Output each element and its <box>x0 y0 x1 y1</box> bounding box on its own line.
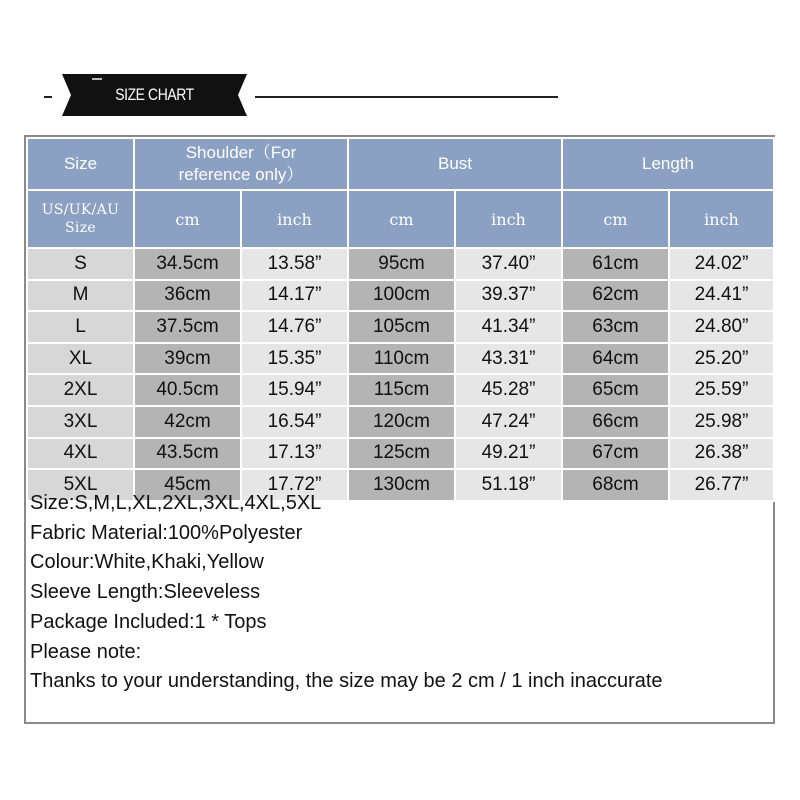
header-shoulder <box>134 138 348 190</box>
cell-shoulder-inch: 17.72” <box>241 469 348 501</box>
cell-length-inch: 24.41” <box>669 280 774 312</box>
cell-size: XL <box>27 343 134 375</box>
subheader-length-inch: inch <box>669 190 774 248</box>
cell-shoulder-inch: 16.54” <box>241 406 348 438</box>
cell-shoulder-inch: 14.17” <box>241 280 348 312</box>
subheader-length-cm: cm <box>562 190 669 248</box>
cell-length-inch: 24.80” <box>669 311 774 343</box>
cell-bust-inch: 41.34” <box>455 311 562 343</box>
banner-title: SIZE CHART <box>115 85 194 104</box>
table-row <box>27 406 774 438</box>
size-table <box>26 137 775 502</box>
cell-length-inch: 24.02” <box>669 248 774 280</box>
note-disclaimer: Thanks to your understanding, the size may be 2 cm / 1 inch inaccurate <box>30 670 663 693</box>
cell-shoulder-inch: 15.35” <box>241 343 348 375</box>
cell-bust-cm: 95cm <box>348 248 455 280</box>
subheader-region-size <box>27 190 134 248</box>
cell-shoulder-cm: 42cm <box>134 406 241 438</box>
cell-length-cm: 61cm <box>562 248 669 280</box>
cell-length-cm: 67cm <box>562 438 669 470</box>
cell-length-inch: 26.38” <box>669 438 774 470</box>
cell-size: 3XL <box>27 406 134 438</box>
size-chart-banner <box>0 70 800 120</box>
table-row <box>27 280 774 312</box>
table-subheader-row <box>27 190 774 248</box>
cell-bust-inch: 47.24” <box>455 406 562 438</box>
cell-bust-cm: 110cm <box>348 343 455 375</box>
product-notes <box>30 489 770 697</box>
cell-bust-inch: 51.18” <box>455 469 562 501</box>
cell-length-cm: 62cm <box>562 280 669 312</box>
cell-bust-inch: 37.40” <box>455 248 562 280</box>
cell-length-cm: 65cm <box>562 374 669 406</box>
cell-bust-inch: 39.37” <box>455 280 562 312</box>
cell-size: M <box>27 280 134 312</box>
table-row <box>27 438 774 470</box>
cell-length-cm: 64cm <box>562 343 669 375</box>
cell-size: 5XL <box>27 469 134 501</box>
cell-length-inch: 25.20” <box>669 343 774 375</box>
table-row <box>27 374 774 406</box>
header-bust: Bust <box>348 138 562 190</box>
cell-shoulder-inch: 17.13” <box>241 438 348 470</box>
header-size: Size <box>27 138 134 190</box>
cell-shoulder-inch: 15.94” <box>241 374 348 406</box>
cell-size: L <box>27 311 134 343</box>
cell-length-cm: 68cm <box>562 469 669 501</box>
table-row <box>27 343 774 375</box>
cell-bust-cm: 125cm <box>348 438 455 470</box>
size-chart-frame <box>24 135 775 724</box>
subheader-region-line1: US/UK/AU <box>41 202 120 218</box>
cell-size: 2XL <box>27 374 134 406</box>
header-shoulder-text: Shoulder（For reference only） <box>178 143 304 184</box>
cell-bust-cm: 105cm <box>348 311 455 343</box>
note-sleeve: Sleeve Length:Sleeveless <box>30 581 261 604</box>
cell-length-cm: 66cm <box>562 406 669 438</box>
note-sizes: Size:S,M,L,XL,2XL,3XL,4XL,5XL <box>30 492 322 514</box>
cell-shoulder-cm: 40.5cm <box>134 374 241 406</box>
cell-shoulder-cm: 45cm <box>134 469 241 501</box>
subheader-region-line2: Size <box>65 220 96 236</box>
cell-shoulder-cm: 39cm <box>134 343 241 375</box>
cell-bust-inch: 49.21” <box>455 438 562 470</box>
banner-dash <box>44 96 52 98</box>
table-row <box>27 248 774 280</box>
note-fabric: Fabric Material:100%Polyester <box>30 521 303 544</box>
cell-bust-inch: 43.31” <box>455 343 562 375</box>
cell-size: 4XL <box>27 438 134 470</box>
cell-shoulder-inch: 13.58” <box>241 248 348 280</box>
cell-shoulder-cm: 36cm <box>134 280 241 312</box>
cell-bust-inch: 45.28” <box>455 374 562 406</box>
cell-length-cm: 63cm <box>562 311 669 343</box>
header-length: Length <box>562 138 774 190</box>
cell-shoulder-cm: 34.5cm <box>134 248 241 280</box>
note-please-note: Please note: <box>30 640 142 663</box>
cell-length-inch: 26.77” <box>669 469 774 501</box>
cell-shoulder-inch: 14.76” <box>241 311 348 343</box>
banner-rule <box>255 96 558 98</box>
cell-shoulder-cm: 37.5cm <box>134 311 241 343</box>
cell-bust-cm: 120cm <box>348 406 455 438</box>
subheader-shoulder-cm: cm <box>134 190 241 248</box>
subheader-shoulder-inch: inch <box>241 190 348 248</box>
table-header-row <box>27 138 774 190</box>
table-row <box>27 311 774 343</box>
note-colour: Colour:White,Khaki,Yellow <box>30 551 264 574</box>
cell-length-inch: 25.98” <box>669 406 774 438</box>
subheader-bust-cm: cm <box>348 190 455 248</box>
cell-bust-cm: 115cm <box>348 374 455 406</box>
note-package: Package Included:1 * Tops <box>30 610 267 633</box>
subheader-bust-inch: inch <box>455 190 562 248</box>
cell-shoulder-cm: 43.5cm <box>134 438 241 470</box>
cell-bust-cm: 100cm <box>348 280 455 312</box>
cell-bust-cm: 130cm <box>348 469 455 501</box>
cell-size: S <box>27 248 134 280</box>
cell-length-inch: 25.59” <box>669 374 774 406</box>
